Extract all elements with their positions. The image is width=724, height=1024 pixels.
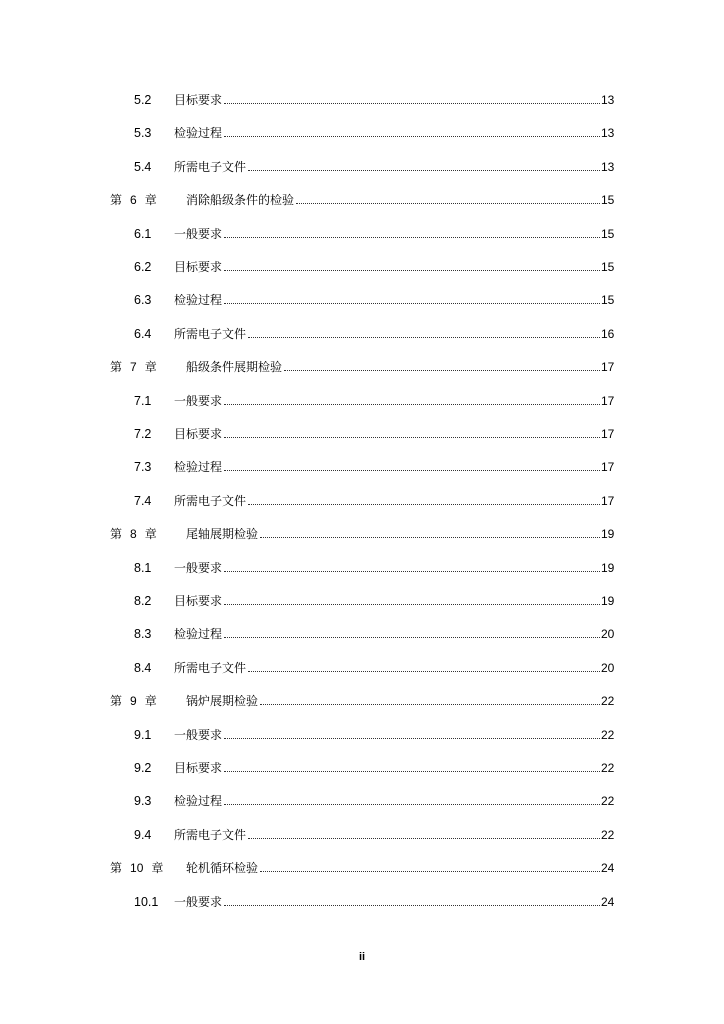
toc-section-entry	[0, 157, 724, 177]
toc-page-number: 19	[601, 560, 615, 575]
toc-entry-title: 所需电子文件	[174, 493, 247, 508]
toc-page-number: 19	[601, 527, 615, 542]
toc-section-number: 9.1	[134, 727, 152, 742]
toc-chapter-entry	[0, 691, 724, 711]
toc-chapter-label	[110, 190, 157, 210]
toc-dot-leader	[224, 604, 600, 605]
toc-section-entry	[0, 424, 724, 444]
toc-section-entry	[0, 725, 724, 745]
toc-entry-title: 消除船级条件的检验	[186, 193, 295, 208]
toc-dot-leader	[248, 671, 600, 672]
toc-section-number: 9.2	[134, 761, 152, 775]
toc-chapter-number: 6	[130, 193, 137, 208]
toc-entry-title: 一般要求	[174, 393, 223, 408]
toc-dot-leader	[224, 404, 600, 405]
toc-entry-title: 目标要求	[174, 260, 223, 274]
toc-page-number: 22	[601, 761, 615, 775]
toc-entry-title: 检验过程	[174, 794, 223, 809]
toc-section-entry	[0, 624, 724, 644]
toc-section-number: 6.2	[134, 260, 152, 274]
toc-dot-leader	[224, 237, 600, 238]
toc-chapter-suffix: 章	[144, 193, 157, 208]
toc-page-number: 17	[601, 427, 615, 441]
toc-page-number: 17	[601, 393, 615, 408]
toc-chapter-suffix: 章	[144, 694, 157, 709]
toc-section-number: 5.3	[134, 126, 152, 141]
toc-chapter-entry	[0, 858, 724, 878]
toc-entry-title: 一般要求	[174, 894, 223, 909]
toc-page-number: 17	[601, 460, 615, 475]
toc-dot-leader	[260, 871, 600, 872]
toc-section-number: 5.4	[134, 159, 152, 174]
toc-entry-title: 一般要求	[174, 226, 223, 241]
toc-dot-leader	[284, 370, 600, 371]
toc-chapter-entry	[0, 190, 724, 210]
toc-section-number: 7.1	[134, 393, 152, 408]
toc-section-number: 7.4	[134, 493, 152, 508]
toc-dot-leader	[260, 537, 600, 538]
toc-page-number: 16	[601, 326, 615, 341]
toc-section-number: 7.2	[134, 427, 152, 441]
toc-chapter-number: 9	[130, 694, 137, 709]
toc-chapter-entry	[0, 357, 724, 377]
toc-page-number: 22	[601, 827, 615, 842]
toc-entry-title: 尾轴展期检验	[186, 527, 259, 542]
toc-entry-title: 所需电子文件	[174, 660, 247, 675]
toc-page-number: 15	[601, 226, 615, 241]
toc-chapter-entry	[0, 524, 724, 544]
toc-section-entry	[0, 123, 724, 143]
toc-page-number: 17	[601, 493, 615, 508]
toc-entry-title: 目标要求	[174, 427, 223, 441]
toc-section-number: 8.2	[134, 594, 152, 608]
toc-section-entry	[0, 658, 724, 678]
toc-entry-title: 所需电子文件	[174, 326, 247, 341]
toc-page-number: 13	[601, 126, 615, 141]
toc-entry-title: 目标要求	[174, 761, 223, 775]
toc-section-number: 9.4	[134, 827, 152, 842]
toc-section-number: 6.3	[134, 293, 152, 308]
toc-section-number: 5.2	[134, 93, 152, 107]
toc-entry-title: 所需电子文件	[174, 827, 247, 842]
toc-section-entry	[0, 825, 724, 845]
toc-chapter-label	[110, 357, 157, 377]
toc-entry-title: 目标要求	[174, 594, 223, 608]
toc-page-number: 22	[601, 794, 615, 809]
toc-section-entry	[0, 791, 724, 811]
toc-dot-leader	[224, 571, 600, 572]
toc-page-number: 19	[601, 594, 615, 608]
toc-section-entry	[0, 224, 724, 244]
toc-section-entry	[0, 90, 724, 110]
toc-dot-leader	[224, 804, 600, 805]
toc-page-number: 13	[601, 159, 615, 174]
toc-entry-title: 一般要求	[174, 727, 223, 742]
toc-dot-leader	[224, 437, 600, 438]
toc-page-number: 24	[601, 861, 615, 876]
toc-chapter-prefix: 第	[110, 527, 123, 542]
toc-section-entry	[0, 558, 724, 578]
toc-dot-leader	[224, 637, 600, 638]
toc-chapter-prefix: 第	[110, 694, 123, 709]
toc-dot-leader	[224, 270, 600, 271]
toc-page-number: 13	[601, 93, 615, 107]
toc-dot-leader	[224, 303, 600, 304]
page-number: ii	[358, 951, 366, 963]
toc-section-entry	[0, 491, 724, 511]
toc-page-number: 15	[601, 260, 615, 274]
toc-section-entry	[0, 457, 724, 477]
toc-section-entry	[0, 290, 724, 310]
toc-section-number: 8.4	[134, 660, 152, 675]
toc-page-number: 22	[601, 727, 615, 742]
toc-page-number: 15	[601, 193, 615, 208]
toc-page-number: 15	[601, 293, 615, 308]
toc-section-number: 7.3	[134, 460, 152, 475]
toc-dot-leader	[224, 738, 600, 739]
toc-dot-leader	[224, 905, 600, 906]
toc-dot-leader	[224, 136, 600, 137]
toc-chapter-prefix: 第	[110, 861, 123, 876]
toc-section-entry	[0, 324, 724, 344]
toc-entry-title: 目标要求	[174, 93, 223, 107]
toc-dot-leader	[224, 771, 600, 772]
toc-page-number: 24	[601, 894, 615, 909]
toc-dot-leader	[248, 337, 600, 338]
toc-entry-title: 检验过程	[174, 293, 223, 308]
toc-chapter-suffix: 章	[144, 527, 157, 542]
toc-dot-leader	[296, 203, 600, 204]
toc-section-number: 10.1	[134, 894, 159, 909]
toc-entry-title: 一般要求	[174, 560, 223, 575]
toc-entry-title: 检验过程	[174, 126, 223, 141]
toc-entry-title: 轮机循环检验	[186, 861, 259, 876]
toc-chapter-suffix: 章	[151, 861, 164, 876]
toc-section-entry	[0, 391, 724, 411]
toc-chapter-prefix: 第	[110, 193, 123, 208]
toc-page-number: 20	[601, 627, 615, 642]
toc-entry-title: 检验过程	[174, 460, 223, 475]
toc-section-number: 9.3	[134, 794, 152, 809]
toc-chapter-number: 10	[130, 861, 144, 876]
toc-chapter-suffix: 章	[144, 360, 157, 375]
toc-chapter-label	[110, 691, 157, 711]
toc-dot-leader	[260, 704, 600, 705]
toc-section-entry	[0, 257, 724, 277]
toc-entry-title: 检验过程	[174, 627, 223, 642]
toc-section-number: 6.4	[134, 326, 152, 341]
toc-dot-leader	[224, 103, 600, 104]
toc-chapter-number: 7	[130, 360, 137, 375]
toc-chapter-prefix: 第	[110, 360, 123, 375]
toc-section-entry	[0, 892, 724, 912]
toc-dot-leader	[224, 470, 600, 471]
toc-chapter-number: 8	[130, 527, 137, 542]
toc-section-number: 8.1	[134, 560, 152, 575]
toc-entry-title: 船级条件展期检验	[186, 360, 283, 375]
toc-page-number: 20	[601, 660, 615, 675]
toc-page-number: 22	[601, 694, 615, 709]
toc-dot-leader	[248, 504, 600, 505]
toc-section-number: 8.3	[134, 627, 152, 642]
toc-dot-leader	[248, 838, 600, 839]
toc-chapter-label	[110, 524, 157, 544]
toc-entry-title: 锅炉展期检验	[186, 694, 259, 709]
toc-dot-leader	[248, 170, 600, 171]
toc-page-number: 17	[601, 360, 615, 375]
toc-chapter-label	[110, 858, 163, 878]
toc-section-entry	[0, 758, 724, 778]
toc-section-number: 6.1	[134, 226, 152, 241]
toc-section-entry	[0, 591, 724, 611]
toc-entry-title: 所需电子文件	[174, 159, 247, 174]
